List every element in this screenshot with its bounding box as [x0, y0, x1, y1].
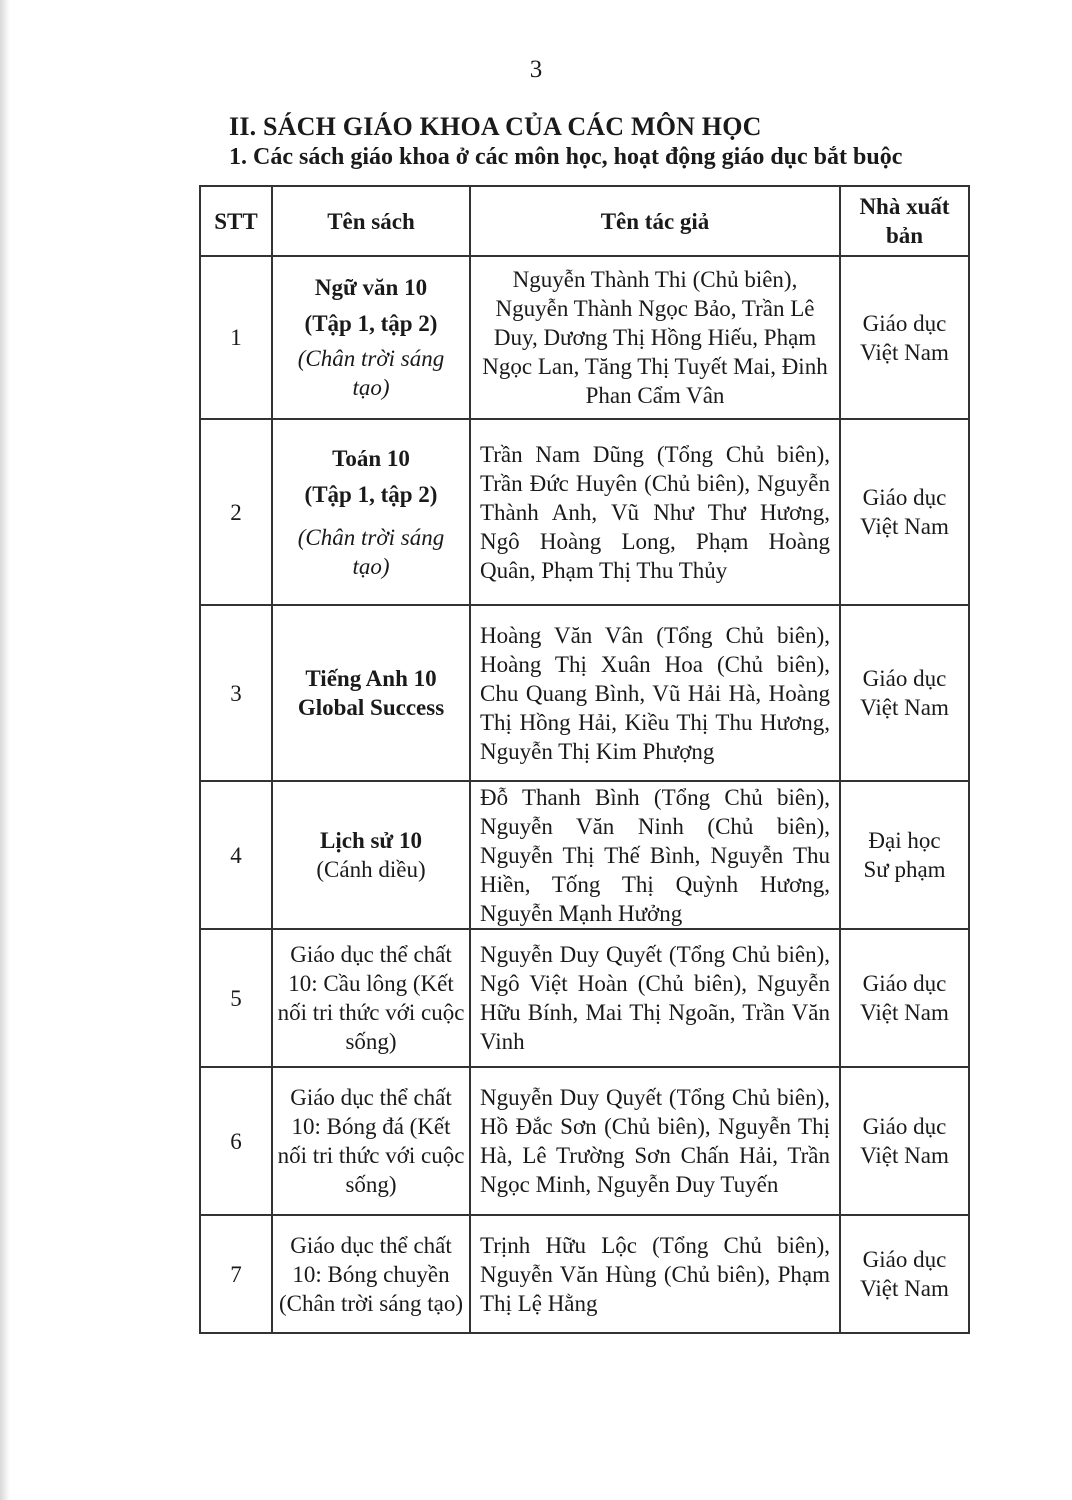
row-book: Giáo dục thể chất 10: Cầu lông (Kết nối tri thức với cuộc sống)	[272, 929, 470, 1067]
book-series: (Chân trời sáng tạo)	[297, 346, 445, 400]
row-stt: 4	[200, 781, 272, 929]
row-book	[272, 256, 470, 419]
book-title: Ngữ văn 10	[314, 275, 428, 300]
subsection-title: 1. Các sách giáo khoa ở các môn học, hoạt động giáo dục bắt buộc	[229, 144, 903, 170]
row-book: Giáo dục thể chất 10: Bóng đá (Kết nối tri thức với cuộc sống)	[272, 1067, 470, 1215]
row-publisher: Giáo dục Việt Nam	[840, 256, 969, 419]
row-stt: 6	[200, 1067, 272, 1215]
row-stt: 3	[200, 605, 272, 781]
row-stt: 5	[200, 929, 272, 1067]
table-row	[200, 419, 969, 605]
row-publisher: Giáo dục Việt Nam	[840, 929, 969, 1067]
row-publisher: Giáo dục Việt Nam	[840, 1067, 969, 1215]
row-publisher: Giáo dục Việt Nam	[840, 1215, 969, 1333]
row-stt: 7	[200, 1215, 272, 1333]
header-stt: STT	[200, 186, 272, 256]
table-header-row	[200, 186, 969, 256]
table-row	[200, 1215, 969, 1333]
table-row	[200, 1067, 969, 1215]
table-row	[200, 781, 969, 929]
row-authors: Nguyễn Thành Thi (Chủ biên), Nguyễn Thành Ngọc Bảo, Trần Lê Duy, Dương Thị Hồng Hiếu, Phạm Ngọc Lan, Tăng Thị Tuyết Mai, Đinh Phan Cẩm Vân	[470, 256, 840, 419]
row-publisher: Đại học Sư phạm	[840, 781, 969, 929]
row-authors: Nguyễn Duy Quyết (Tổng Chủ biên), Ngô Việt Hoàn (Chủ biên), Nguyễn Hữu Bính, Mai Thị Ngoãn, Trần Văn Vinh	[470, 929, 840, 1067]
row-authors: Đỗ Thanh Bình (Tổng Chủ biên), Nguyễn Văn Ninh (Chủ biên), Nguyễn Thị Thế Bình, Nguyễn Thu Hiền, Tống Thị Quỳnh Hương, Nguyễn Mạnh Hưởng	[470, 781, 840, 929]
section-title: II. SÁCH GIÁO KHOA CỦA CÁC MÔN HỌC	[229, 112, 762, 141]
row-authors: Trịnh Hữu Lộc (Tổng Chủ biên), Nguyễn Văn Hùng (Chủ biên), Phạm Thị Lệ Hằng	[470, 1215, 840, 1333]
row-book	[272, 781, 470, 929]
book-title: Tiếng Anh 10 Global Success	[297, 666, 445, 720]
table-row	[200, 256, 969, 419]
book-series: (Cánh diều)	[316, 857, 426, 882]
table-row	[200, 605, 969, 781]
page-edge-shadow	[0, 0, 10, 1500]
row-stt: 2	[200, 419, 272, 605]
row-book: Giáo dục thể chất 10: Bóng chuyền (Chân trời sáng tạo)	[272, 1215, 470, 1333]
book-title: Toán 10	[332, 445, 410, 471]
page-number: 3	[529, 56, 543, 83]
book-series: (Chân trời sáng tạo)	[297, 524, 445, 579]
header-author-name: Tên tác giả	[470, 186, 840, 256]
book-volume: (Tập 1, tập 2)	[304, 311, 438, 336]
row-authors: Nguyễn Duy Quyết (Tổng Chủ biên), Hồ Đắc Sơn (Chủ biên), Nguyễn Thị Hà, Lê Trường Sơn Chấn Hải, Trần Ngọc Minh, Nguyễn Duy Tuyến	[470, 1067, 840, 1215]
header-publisher: Nhà xuất bản	[840, 186, 969, 256]
book-title: Lịch sử 10	[320, 828, 422, 853]
table-row	[200, 929, 969, 1067]
row-book	[272, 605, 470, 781]
row-book	[272, 419, 470, 605]
header-book-name: Tên sách	[272, 186, 470, 256]
row-authors: Hoàng Văn Vân (Tổng Chủ biên), Hoàng Thị Xuân Hoa (Chủ biên), Chu Quang Bình, Vũ Hải Hà, Hoàng Thị Hồng Hải, Kiều Thị Thu Hương, Nguyễn Thị Kim Phượng	[470, 605, 840, 781]
row-publisher: Giáo dục Việt Nam	[840, 419, 969, 605]
textbook-table	[199, 185, 970, 1334]
row-publisher: Giáo dục Việt Nam	[840, 605, 969, 781]
book-volume: (Tập 1, tập 2)	[304, 481, 438, 507]
row-stt: 1	[200, 256, 272, 419]
row-authors: Trần Nam Dũng (Tổng Chủ biên), Trần Đức Huyên (Chủ biên), Nguyễn Thành Anh, Vũ Như Thư Hương, Ngô Hoàng Long, Phạm Hoàng Quân, Phạm Thị Thu Thủy	[470, 419, 840, 605]
